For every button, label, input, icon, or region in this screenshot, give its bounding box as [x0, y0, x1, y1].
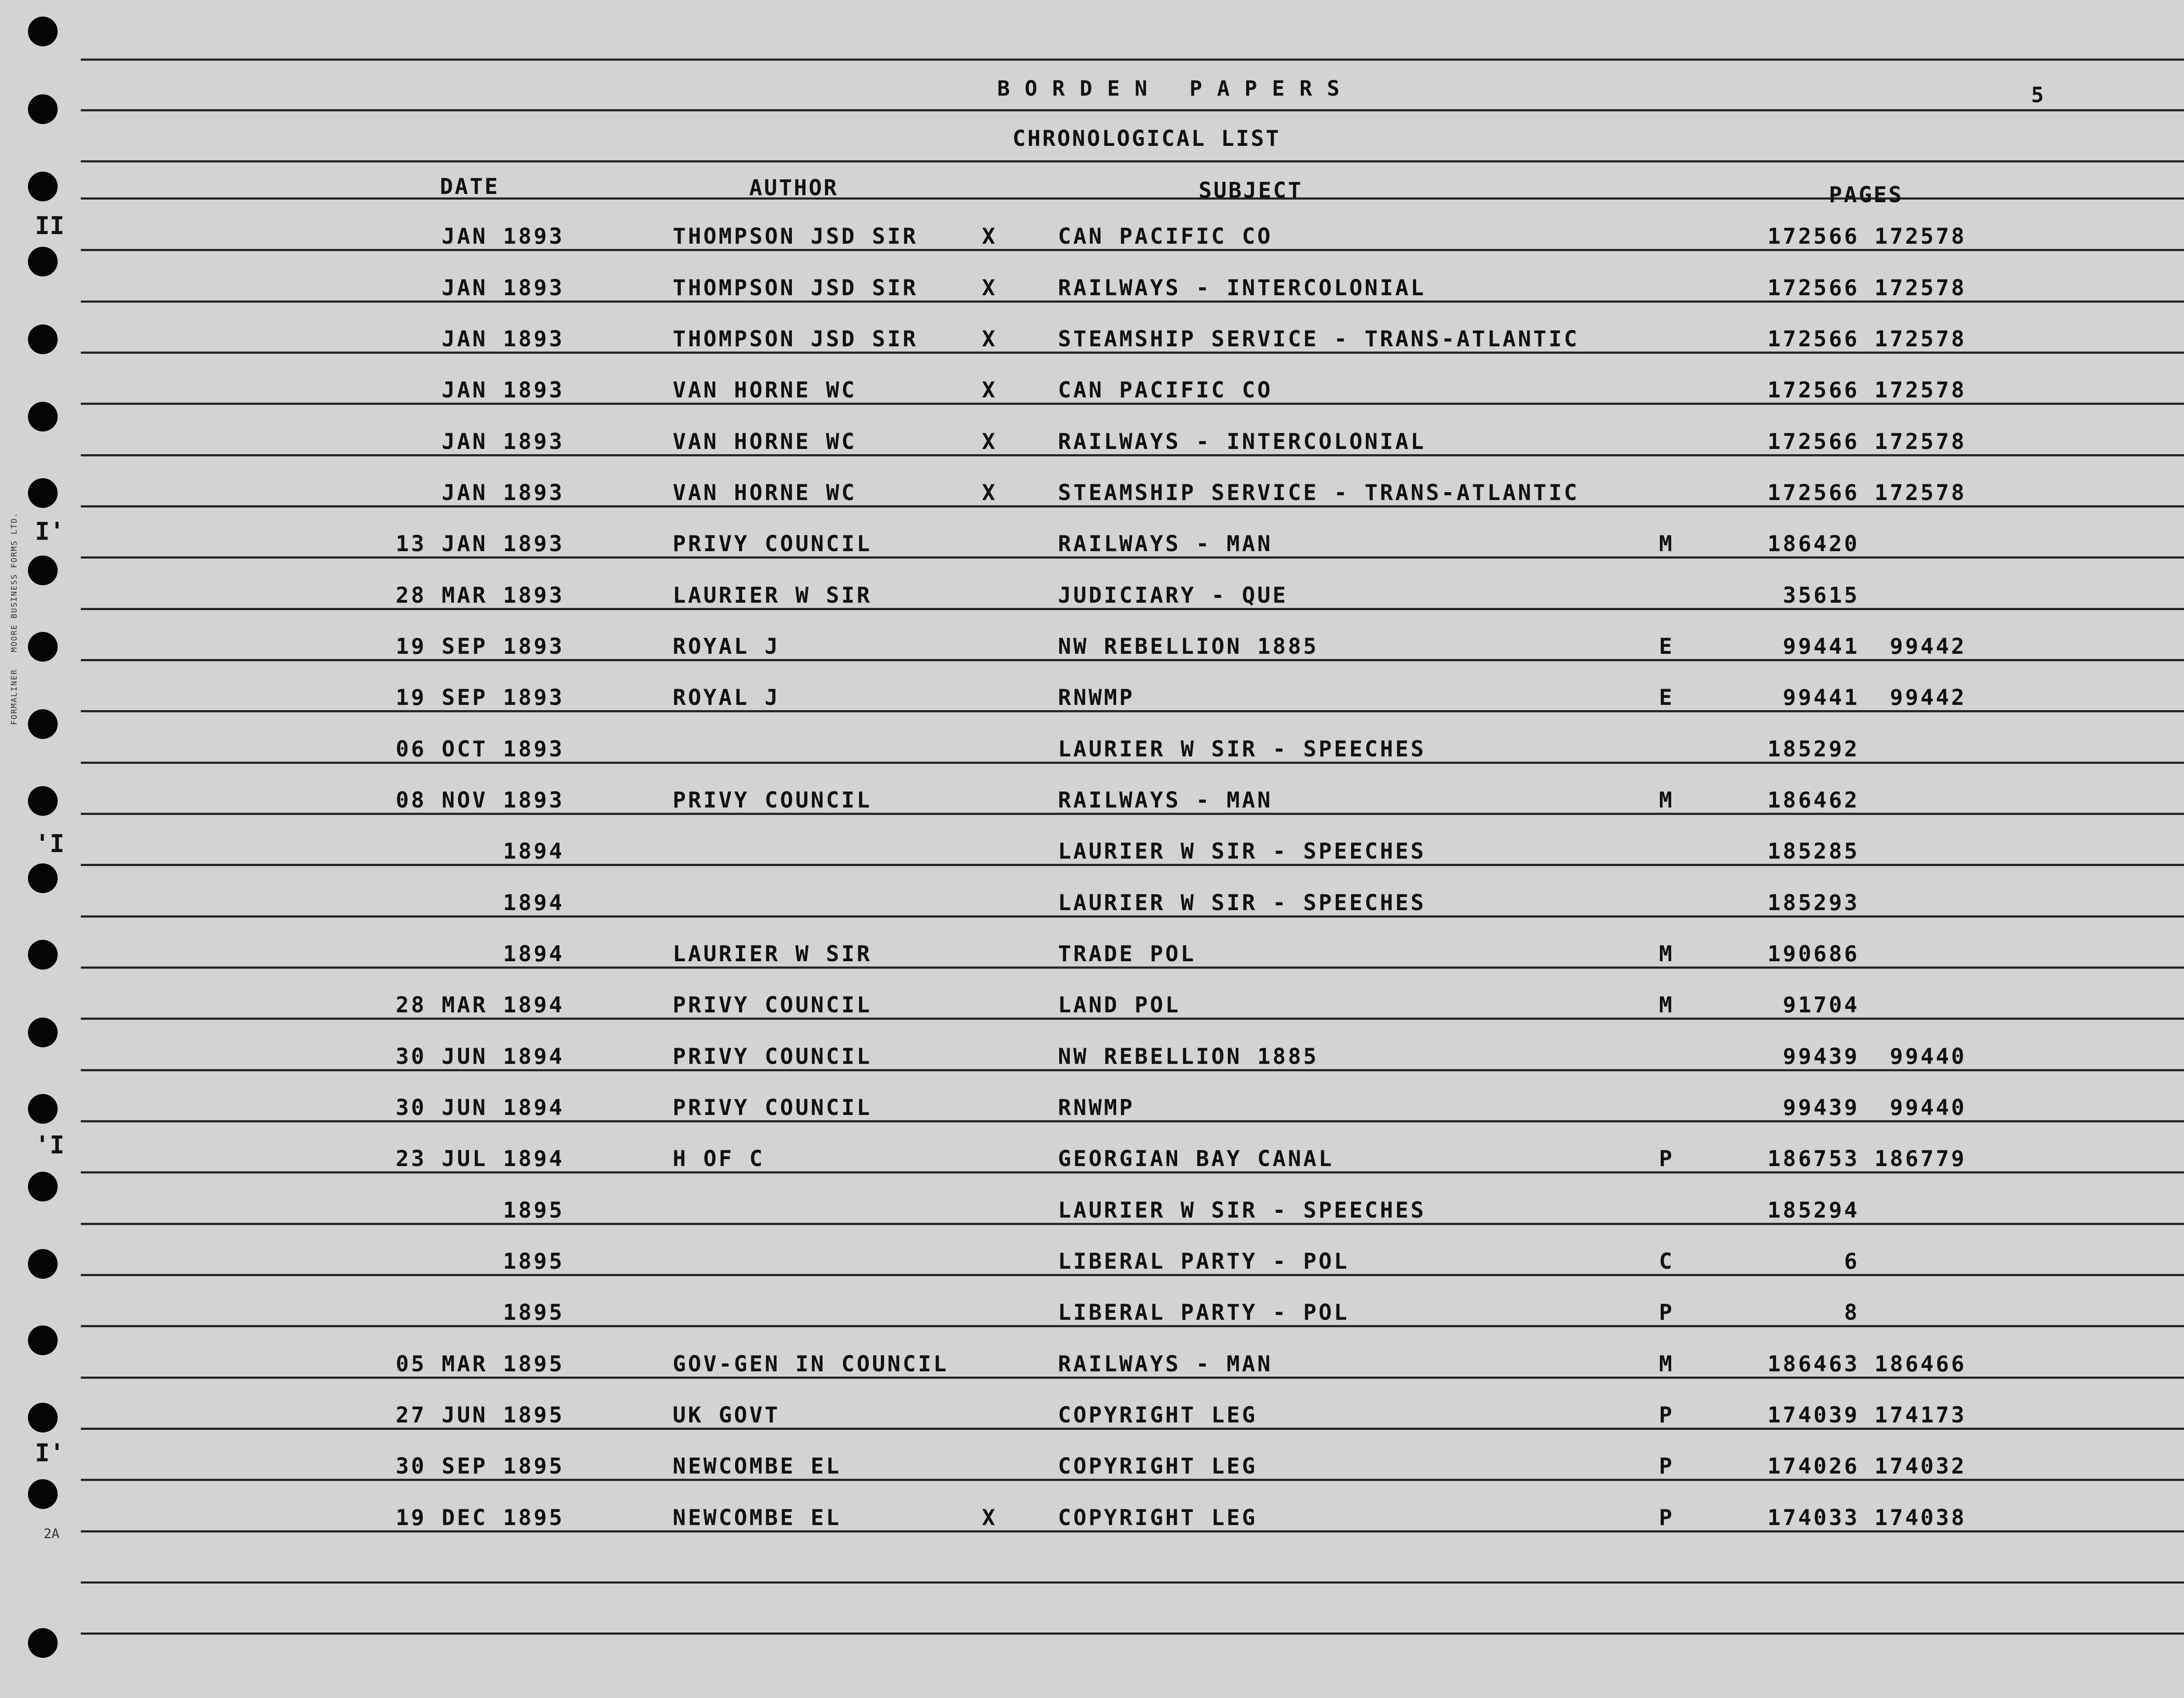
row-subject: STEAMSHIP SERVICE - TRANS-ATLANTIC: [1058, 326, 1579, 352]
row-code: M: [1659, 531, 1675, 556]
perforation-mark: 'I: [35, 1131, 65, 1160]
ruled-line: [81, 1632, 2184, 1635]
perforation-mark: I': [35, 1439, 65, 1467]
row-page-end: 186779: [1874, 1146, 1966, 1171]
row-author: PRIVY COUNCIL: [673, 1044, 872, 1069]
list-row: [0, 634, 2184, 669]
row-date: 1895: [503, 1198, 564, 1223]
page-number: 5: [2031, 83, 2044, 107]
row-subject: NW REBELLION 1885: [1058, 634, 1319, 659]
row-author: NEWCOMBE EL: [673, 1453, 842, 1479]
perforation-mark: I': [35, 518, 65, 546]
row-code: M: [1659, 787, 1675, 813]
column-header-date: DATE: [440, 174, 500, 199]
list-row: [0, 1505, 2184, 1540]
row-page-end: 174038: [1874, 1505, 1966, 1530]
row-page-end: 172578: [1874, 224, 1966, 249]
list-row: [0, 1402, 2184, 1437]
row-author: GOV-GEN IN COUNCIL: [673, 1351, 949, 1377]
row-page-start: 99441: [1783, 634, 1859, 659]
row-page-start: 91704: [1783, 992, 1859, 1018]
row-author: THOMPSON JSD SIR: [673, 275, 918, 300]
row-page-start: 186753: [1767, 1146, 1859, 1171]
row-page-end: 174032: [1874, 1453, 1966, 1479]
row-page-start: 185285: [1767, 839, 1859, 864]
row-page-end: 172578: [1874, 326, 1966, 352]
list-row: [0, 1146, 2184, 1181]
row-subject: COPYRIGHT LEG: [1058, 1453, 1258, 1479]
column-header-subject: SUBJECT: [1199, 178, 1303, 203]
row-page-end: 99442: [1890, 634, 1966, 659]
row-subject: RNWMP: [1058, 1095, 1135, 1120]
list-row: [0, 992, 2184, 1027]
row-date: JAN 1893: [442, 275, 564, 300]
feed-hole: [28, 172, 58, 201]
row-author: PRIVY COUNCIL: [673, 787, 872, 813]
row-code: P: [1659, 1146, 1675, 1171]
row-date: 05 MAR 1895: [395, 1351, 564, 1377]
row-date: 1895: [503, 1300, 564, 1325]
list-row: [0, 1198, 2184, 1232]
row-cross-ref-mark: X: [982, 429, 998, 454]
column-header-author: AUTHOR: [749, 175, 839, 200]
row-subject: LIBERAL PARTY - POL: [1058, 1249, 1349, 1274]
row-page-end: 99440: [1890, 1095, 1966, 1120]
row-date: JAN 1893: [442, 326, 564, 352]
form-margin-print: FORMALINER MOORE BUSINESS FORMS LTD.: [10, 512, 19, 725]
row-page-start: 35615: [1783, 583, 1859, 608]
row-code: E: [1659, 685, 1675, 710]
row-subject: RAILWAYS - MAN: [1058, 1351, 1273, 1377]
perforation-mark: II: [35, 212, 65, 240]
row-code: P: [1659, 1402, 1675, 1428]
list-row: [0, 583, 2184, 618]
row-code: E: [1659, 634, 1675, 659]
row-date: 1895: [503, 1249, 564, 1274]
row-cross-ref-mark: X: [982, 224, 998, 249]
row-page-start: 172566: [1767, 480, 1859, 505]
list-row: [0, 224, 2184, 259]
row-author: LAURIER W SIR: [673, 941, 872, 966]
list-row: [0, 1044, 2184, 1079]
row-subject: RAILWAYS - INTERCOLONIAL: [1058, 429, 1426, 454]
row-page-start: 99441: [1783, 685, 1859, 710]
row-subject: LAURIER W SIR - SPEECHES: [1058, 736, 1426, 762]
row-page-start: 8: [1844, 1300, 1859, 1325]
row-author: PRIVY COUNCIL: [673, 1095, 872, 1120]
row-author: VAN HORNE WC: [673, 429, 857, 454]
row-date: 08 NOV 1893: [395, 787, 564, 813]
row-date: 13 JAN 1893: [395, 531, 564, 556]
row-author: VAN HORNE WC: [673, 377, 857, 403]
column-header-pages: PAGES: [1829, 182, 1904, 207]
row-code: C: [1659, 1249, 1675, 1274]
row-page-start: 174033: [1767, 1505, 1859, 1530]
row-subject: COPYRIGHT LEG: [1058, 1505, 1258, 1530]
row-page-start: 172566: [1767, 224, 1859, 249]
feed-hole: [28, 94, 58, 124]
row-subject: CAN PACIFIC CO: [1058, 377, 1273, 403]
row-page-start: 172566: [1767, 377, 1859, 403]
row-subject: LAURIER W SIR - SPEECHES: [1058, 839, 1426, 864]
row-subject: STEAMSHIP SERVICE - TRANS-ATLANTIC: [1058, 480, 1579, 505]
row-code: M: [1659, 941, 1675, 966]
list-row: [0, 941, 2184, 976]
row-date: 1894: [503, 839, 564, 864]
row-author: PRIVY COUNCIL: [673, 531, 872, 556]
row-page-end: 172578: [1874, 377, 1966, 403]
ruled-line: [81, 1581, 2184, 1584]
ruled-line: [81, 59, 2184, 61]
row-code: M: [1659, 992, 1675, 1018]
list-row: [0, 480, 2184, 515]
row-subject: RNWMP: [1058, 685, 1135, 710]
row-page-start: 186420: [1767, 531, 1859, 556]
row-code: M: [1659, 1351, 1675, 1377]
row-page-end: 99442: [1890, 685, 1966, 710]
row-subject: LAURIER W SIR - SPEECHES: [1058, 890, 1426, 915]
row-cross-ref-mark: X: [982, 275, 998, 300]
row-page-start: 99439: [1783, 1095, 1859, 1120]
row-page-start: 185292: [1767, 736, 1859, 762]
row-date: JAN 1893: [442, 429, 564, 454]
document-title: BORDEN PAPERS: [997, 76, 1355, 101]
feed-hole: [28, 1628, 58, 1658]
row-cross-ref-mark: X: [982, 480, 998, 505]
row-page-start: 186462: [1767, 787, 1859, 813]
ruled-line: [81, 160, 2184, 162]
row-subject: RAILWAYS - MAN: [1058, 531, 1273, 556]
row-subject: CAN PACIFIC CO: [1058, 224, 1273, 249]
row-code: P: [1659, 1453, 1675, 1479]
row-date: 30 JUN 1894: [395, 1095, 564, 1120]
row-subject: LIBERAL PARTY - POL: [1058, 1300, 1349, 1325]
row-subject: JUDICIARY - QUE: [1058, 583, 1288, 608]
row-date: JAN 1893: [442, 224, 564, 249]
row-date: 19 SEP 1893: [395, 634, 564, 659]
document-subtitle: CHRONOLOGICAL LIST: [1013, 126, 1281, 151]
row-page-start: 99439: [1783, 1044, 1859, 1069]
row-page-start: 185294: [1767, 1198, 1859, 1223]
row-subject: TRADE POL: [1058, 941, 1196, 966]
ruled-line: [81, 109, 2184, 111]
row-author: THOMPSON JSD SIR: [673, 224, 918, 249]
row-page-end: 99440: [1890, 1044, 1966, 1069]
row-page-start: 172566: [1767, 275, 1859, 300]
row-page-start: 6: [1844, 1249, 1859, 1274]
row-page-end: 172578: [1874, 275, 1966, 300]
row-page-start: 174039: [1767, 1402, 1859, 1428]
row-code: P: [1659, 1300, 1675, 1325]
row-cross-ref-mark: X: [982, 326, 998, 352]
row-subject: LAND POL: [1058, 992, 1181, 1018]
list-row: [0, 1453, 2184, 1488]
feed-hole: [28, 17, 58, 46]
list-row: [0, 787, 2184, 822]
row-page-start: 185293: [1767, 890, 1859, 915]
row-date: 27 JUN 1895: [395, 1402, 564, 1428]
row-author: THOMPSON JSD SIR: [673, 326, 918, 352]
row-cross-ref-mark: X: [982, 377, 998, 403]
row-cross-ref-mark: X: [982, 1505, 998, 1530]
row-page-end: 186466: [1874, 1351, 1966, 1377]
row-subject: COPYRIGHT LEG: [1058, 1402, 1258, 1428]
perforation-mark: 'I: [35, 830, 65, 858]
row-date: 1894: [503, 890, 564, 915]
row-author: ROYAL J: [673, 634, 780, 659]
list-row: [0, 736, 2184, 771]
row-page-start: 186463: [1767, 1351, 1859, 1377]
row-author: VAN HORNE WC: [673, 480, 857, 505]
list-row: [0, 1351, 2184, 1386]
row-subject: GEORGIAN BAY CANAL: [1058, 1146, 1334, 1171]
list-row: [0, 1095, 2184, 1130]
row-subject: NW REBELLION 1885: [1058, 1044, 1319, 1069]
row-date: 23 JUL 1894: [395, 1146, 564, 1171]
row-page-start: 190686: [1767, 941, 1859, 966]
row-date: 1894: [503, 941, 564, 966]
row-page-end: 172578: [1874, 429, 1966, 454]
row-page-start: 172566: [1767, 326, 1859, 352]
row-page-end: 172578: [1874, 480, 1966, 505]
list-row: [0, 890, 2184, 925]
row-page-start: 172566: [1767, 429, 1859, 454]
row-page-start: 174026: [1767, 1453, 1859, 1479]
row-subject: RAILWAYS - MAN: [1058, 787, 1273, 813]
row-author: PRIVY COUNCIL: [673, 992, 872, 1018]
row-code: P: [1659, 1505, 1675, 1530]
list-row: [0, 1249, 2184, 1284]
list-row: [0, 839, 2184, 873]
row-date: JAN 1893: [442, 480, 564, 505]
row-author: H OF C: [673, 1146, 765, 1171]
row-author: UK GOVT: [673, 1402, 780, 1428]
row-subject: RAILWAYS - INTERCOLONIAL: [1058, 275, 1426, 300]
row-author: NEWCOMBE EL: [673, 1505, 842, 1530]
row-date: 28 MAR 1894: [395, 992, 564, 1018]
row-page-end: 174173: [1874, 1402, 1966, 1428]
row-author: LAURIER W SIR: [673, 583, 872, 608]
list-row: [0, 275, 2184, 310]
row-subject: LAURIER W SIR - SPEECHES: [1058, 1198, 1426, 1223]
row-date: 19 SEP 1893: [395, 685, 564, 710]
row-date: 28 MAR 1893: [395, 583, 564, 608]
row-date: JAN 1893: [442, 377, 564, 403]
row-date: 30 JUN 1894: [395, 1044, 564, 1069]
margin-mark: 2A: [44, 1526, 60, 1542]
row-date: 30 SEP 1895: [395, 1453, 564, 1479]
list-row: [0, 326, 2184, 361]
list-row: [0, 531, 2184, 566]
row-date: 06 OCT 1893: [395, 736, 564, 762]
list-row: [0, 429, 2184, 464]
list-row: [0, 377, 2184, 412]
list-row: [0, 1300, 2184, 1335]
row-date: 19 DEC 1895: [395, 1505, 564, 1530]
row-author: ROYAL J: [673, 685, 780, 710]
list-row: [0, 685, 2184, 720]
